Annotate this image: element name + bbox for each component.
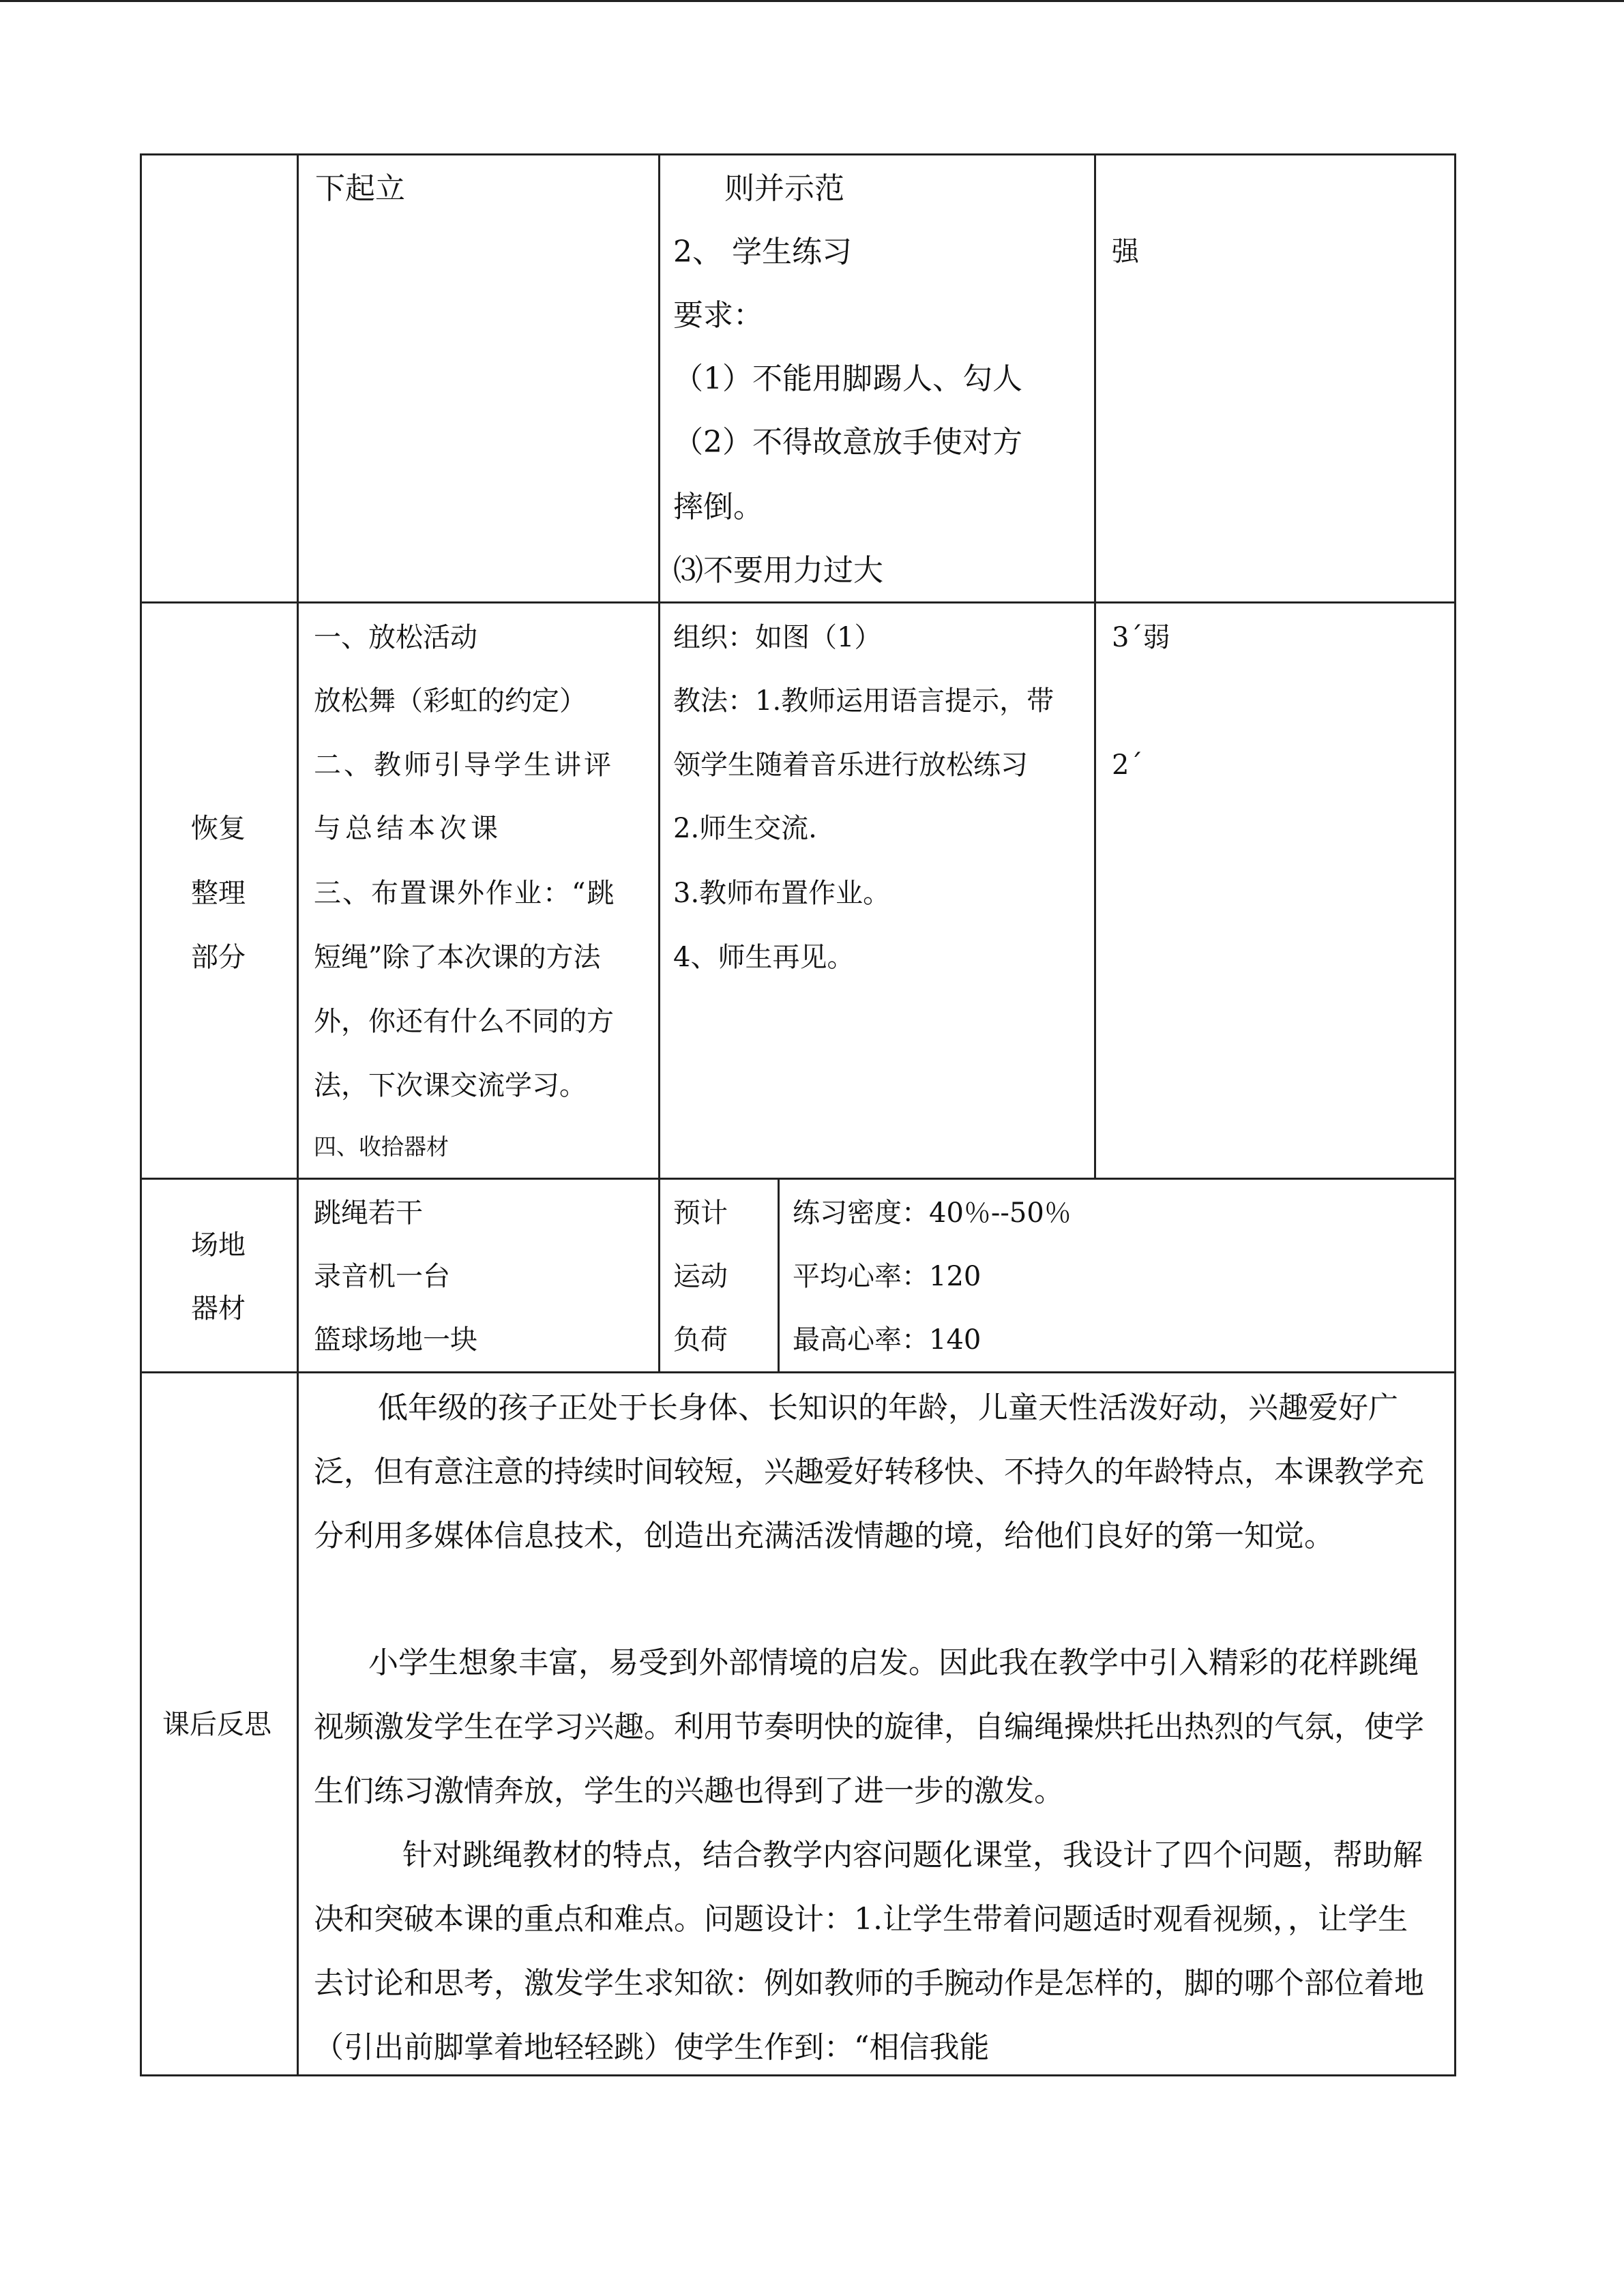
load-label: 预计 (673, 1197, 728, 1229)
row2-content-line: 短绳”除了本次课的方法 (314, 942, 601, 973)
row2-method-line: 2.师生交流. (673, 813, 817, 844)
section-label: 部分 (191, 942, 246, 973)
load-value: 平均心率：120 (793, 1261, 981, 1292)
venue-label: 场地 (191, 1229, 246, 1261)
row-separator (140, 1371, 1456, 1373)
row2-time: 3´弱 (1112, 622, 1170, 653)
row1-method-line: （2）不得故意放手使对方 (673, 425, 1022, 460)
row1-content: 下起立 (315, 171, 405, 206)
row2-content-line: 二、教师引导学生讲评 (314, 749, 614, 781)
row2-content-line: 三、布置课外作业：“跳 (314, 878, 616, 909)
col-separator (297, 153, 299, 2076)
reflection-paragraph: 低年级的孩子正处于长身体、长知识的年龄，儿童天性活泼好动，兴趣爱好广泛，但有意注意的持续时间较短，兴趣爱好转移快、不持久的年龄特点，本课教学充分利用多媒体信息技术，创造出充满活泼情趣的境，给他们良好的第一知觉。 (314, 1390, 1424, 1553)
row2-content-line: 法，下次课交流学习。 (314, 1070, 587, 1101)
reflection-label: 课后反思 (162, 1709, 271, 1740)
load-label: 负荷 (673, 1324, 728, 1356)
row1-intensity: 强 (1112, 236, 1139, 267)
section-label: 整理 (191, 878, 246, 909)
row1-method-line: 摔倒。 (673, 490, 763, 524)
section-label: 恢复 (191, 813, 246, 844)
table-border-left (140, 153, 142, 2076)
row1-method-line: 则并示范 (724, 171, 844, 206)
col-separator (658, 153, 660, 1373)
load-value: 练习密度：40％--50％ (793, 1197, 1072, 1229)
row1-method-line: 要求： (673, 298, 763, 333)
reflection-paragraph: 小学生想象丰富，易受到外部情境的启发。因此我在教学中引入精彩的花样跳绳视频激发学生在学习兴趣。利用节奏明快的旋律，自编绳操烘托出热烈的气氛，使学生们练习激情奔放，学生的兴趣也得到了进一步的激发。 (314, 1645, 1424, 1808)
page-top-border (0, 0, 1624, 2)
row2-method-line: 3.教师布置作业。 (673, 878, 891, 909)
col-separator (1094, 153, 1096, 1179)
row1-method-line: 2、 学生练习 (673, 235, 852, 269)
row2-method-line: 组织：如图（1） (673, 622, 882, 653)
row2-method-line: 领学生随着音乐进行放松练习 (673, 749, 1028, 781)
table-border-top (140, 153, 1456, 155)
row2-content-line: 放松舞（彩虹的约定） (314, 685, 587, 717)
row2-content-line: 一、放松活动 (314, 622, 477, 653)
row2-time: 2´ (1112, 749, 1143, 781)
venue-label: 器材 (191, 1293, 246, 1324)
col-separator (778, 1178, 780, 1373)
load-label: 运动 (673, 1261, 728, 1292)
row2-content-line: 外，你还有什么不同的方 (314, 1006, 614, 1037)
row1-method-line: ⑶不要用力过大 (673, 553, 883, 588)
row2-content-line: 四、收拾器材 (314, 1133, 449, 1160)
reflection-paragraph: 针对跳绳教材的特点，结合教学内容问题化课堂，我设计了四个问题，帮助解决和突破本课的重点和难点。问题设计：1.让学生带着问题适时观看视频，，让学生去讨论和思考，激发学生求知欲：例如教师的手腕动作是怎样的，脚的哪个部位着地（引出前脚掌着地轻轻跳）使学生作到：“相信我能 (314, 1838, 1424, 2065)
row-separator (140, 1178, 1456, 1180)
row-separator (140, 601, 1456, 603)
row2-method-line: 教法：1.教师运用语言提示，带 (673, 685, 1054, 717)
load-value: 最高心率：140 (793, 1324, 981, 1356)
equipment-line: 跳绳若干 (314, 1197, 423, 1229)
equipment-line: 录音机一台 (314, 1261, 450, 1292)
equipment-line: 篮球场地一块 (314, 1324, 477, 1356)
table-border-right (1454, 153, 1456, 2076)
row2-content-line: 与总结本次课 (314, 813, 502, 844)
row2-method-line: 4、师生再见。 (673, 942, 855, 973)
row1-method-line: （1）不能用脚踢人、勾人 (673, 361, 1022, 396)
